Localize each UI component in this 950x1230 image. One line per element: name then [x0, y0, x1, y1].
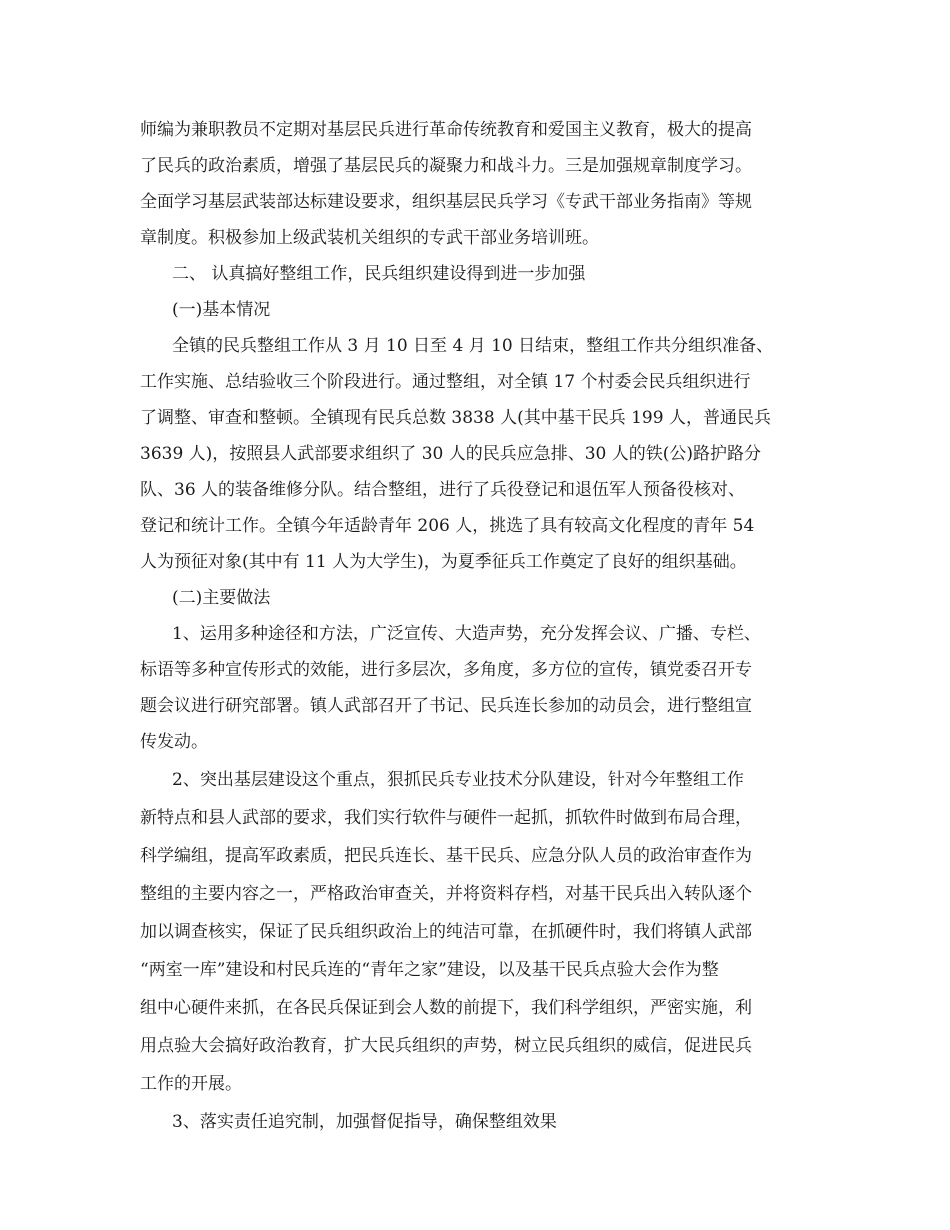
text-line: 3639 人)，按照县人武部要求组织了 30 人的民兵应急排、30 人的铁(公)路护路分 — [140, 444, 762, 464]
text-line: 3、落实责任追究制，加强督促指导，确保整组效果 — [172, 1112, 557, 1132]
subsection-heading: (一)基本情况 — [172, 300, 271, 320]
text-line: 加以调查核实，保证了民兵组织政治上的纯洁可靠，在抓硬件时，我们将镇人武部 — [140, 922, 752, 942]
section-heading: 二、 认真搞好整组工作，民兵组织建设得到进一步加强 — [172, 264, 586, 284]
text-line: 全面学习基层武装部达标建设要求，组织基层民兵学习《专武干部业务指南》等规 — [140, 192, 752, 212]
text-line: 科学编组，提高军政素质，把民兵连长、基干民兵、应急分队人员的政治审查作为 — [140, 846, 752, 866]
text-line: 登记和统计工作。全镇今年适龄青年 206 人，挑选了具有较高文化程度的青年 54 — [140, 516, 755, 536]
subsection-heading: (二)主要做法 — [172, 588, 271, 608]
text-line: 标语等多种宣传形式的效能，进行多层次，多角度，多方位的宣传，镇党委召开专 — [140, 660, 752, 680]
text-line: 了民兵的政治素质，增强了基层民兵的凝聚力和战斗力。三是加强规章制度学习。 — [140, 156, 752, 176]
text-line: 用点验大会搞好政治教育，扩大民兵组织的声势，树立民兵组织的威信，促进民兵 — [140, 1036, 752, 1056]
text-line: 工作的开展。 — [140, 1074, 242, 1094]
text-line: 工作实施、总结验收三个阶段进行。通过整组，对全镇 17 个村委会民兵组织进行 — [140, 372, 751, 392]
text-line: “两室一库”建设和村民兵连的“青年之家”建设，以及基干民兵点验大会作为整 — [140, 960, 719, 980]
text-line: 整组的主要内容之一，严格政治审查关，并将资料存档，对基干民兵出入转队逐个 — [140, 884, 752, 904]
text-line: 1、运用多种途径和方法，广泛宣传、大造声势，充分发挥会议、广播、专栏、 — [172, 624, 761, 644]
text-line: 全镇的民兵整组工作从 3 月 10 日至 4 月 10 日结束，整组工作共分组织准备、 — [172, 336, 774, 356]
text-line: 题会议进行研究部署。镇人武部召开了书记、民兵连长参加的动员会，进行整组宣 — [140, 696, 752, 716]
text-line: 人为预征对象(其中有 11 人为大学生)，为夏季征兵工作奠定了良好的组织基础。 — [140, 552, 747, 572]
text-line: 组中心硬件来抓，在各民兵保证到会人数的前提下，我们科学组织，严密实施，利 — [140, 998, 752, 1018]
text-line: 师编为兼职教员不定期对基层民兵进行革命传统教育和爱国主义教育，极大的提高 — [140, 120, 752, 140]
text-line: 章制度。积极参加上级武装机关组织的专武干部业务培训班。 — [140, 228, 599, 248]
text-line: 队、36 人的装备维修分队。结合整组，进行了兵役登记和退伍军人预备役核对、 — [140, 480, 746, 500]
text-line: 传发动。 — [140, 732, 208, 752]
text-line: 2、突出基层建设这个重点，狠抓民兵专业技术分队建设，针对今年整组工作 — [172, 770, 744, 790]
text-line: 了调整、审查和整顿。全镇现有民兵总数 3838 人(其中基干民兵 199 人，普通民兵 — [140, 408, 771, 428]
text-line: 新特点和县人武部的要求，我们实行软件与硬件一起抓，抓软件时做到布局合理， — [140, 808, 752, 828]
